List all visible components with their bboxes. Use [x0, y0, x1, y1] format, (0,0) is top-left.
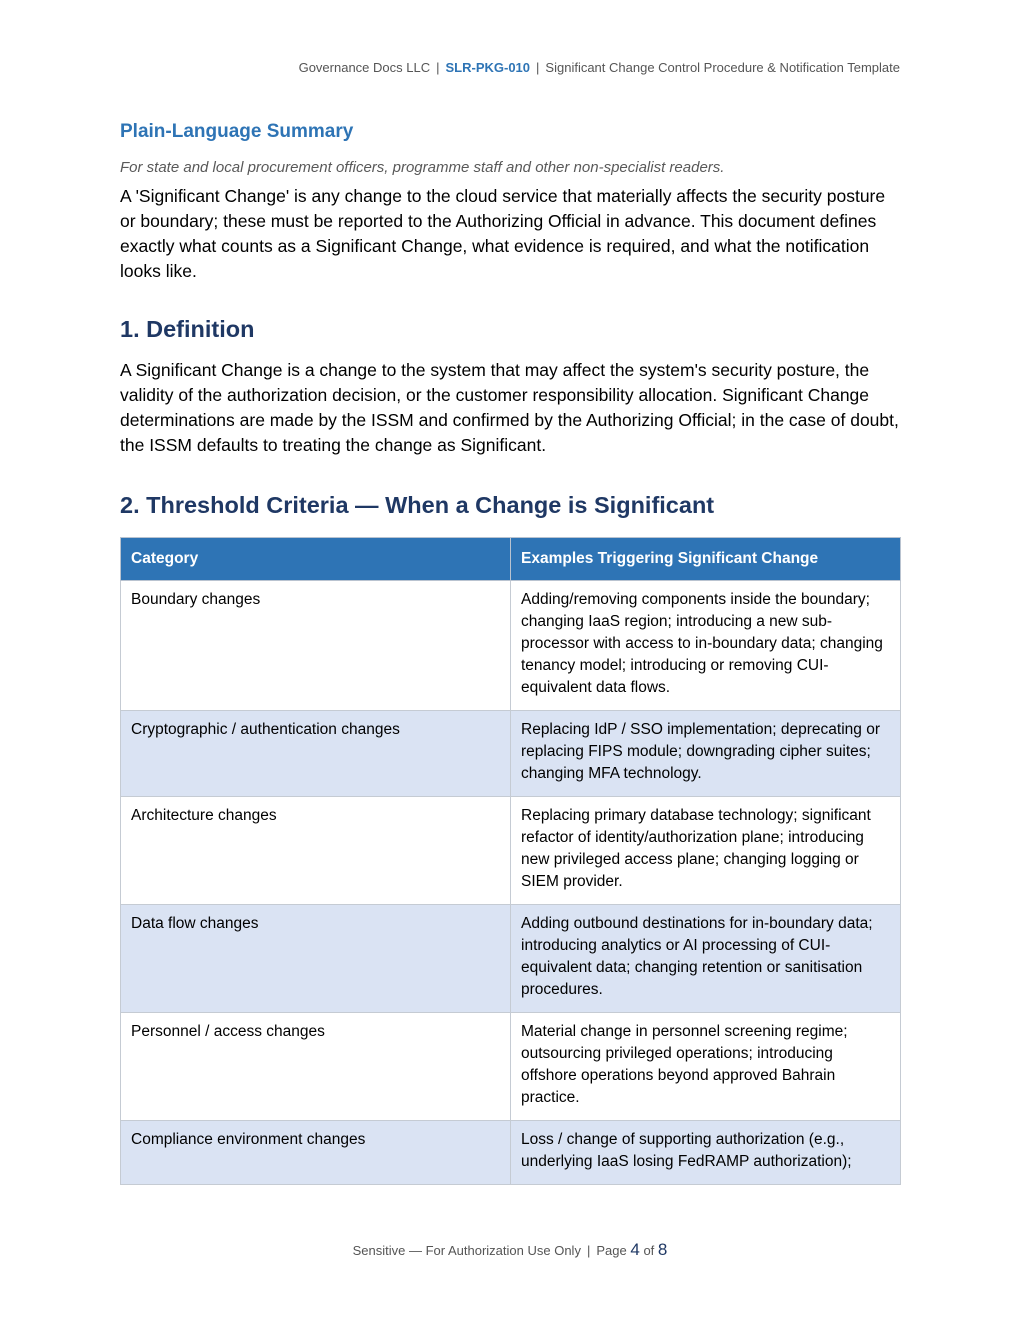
examples-cell: Replacing IdP / SSO implementation; deprecating or replacing FIPS module; downgrading cipher suites; changing MFA technology. [511, 711, 901, 797]
category-cell: Personnel / access changes [121, 1013, 511, 1121]
of-label: of [643, 1243, 655, 1258]
page-label: Page [596, 1243, 627, 1258]
table-row [121, 711, 901, 797]
page-content [120, 119, 900, 1185]
separator: | [586, 1243, 591, 1258]
category-cell: Architecture changes [121, 797, 511, 905]
running-header [299, 60, 900, 75]
threshold-table [120, 537, 901, 1185]
page-number: 4 [630, 1240, 640, 1259]
definition-heading: 1. Definition [120, 316, 255, 342]
sensitivity-marking: Sensitive — For Authorization Use Only [352, 1243, 581, 1258]
examples-cell: Loss / change of supporting authorization (e.g., underlying IaaS losing FedRAMP authorization); [511, 1121, 901, 1185]
document-code: SLR-PKG-010 [445, 60, 531, 75]
category-cell: Data flow changes [121, 905, 511, 1013]
definition-body: A Significant Change is a change to the system that may affect the system's security posture, the validity of the authorization decision, or the customer responsibility allocation. Significant Change determinations are made by the ISSM and confirmed by the Authorizing Official; in the case of doubt, the ISSM defaults to treating the change as Significant. [120, 360, 899, 455]
running-footer [0, 1240, 1020, 1260]
table-header-row [121, 538, 901, 581]
examples-cell: Adding outbound destinations for in-boundary data; introducing analytics or AI processing of CUI-equivalent data; changing retention or sanitisation procedures. [511, 905, 901, 1013]
examples-cell: Adding/removing components inside the boundary; changing IaaS region; introducing a new sub-processor with access to in-boundary data; changing tenancy model; introducing or removing CUI-equivalent data flows. [511, 581, 901, 711]
document-title: Significant Change Control Procedure & Notification Template [545, 60, 900, 75]
table-row [121, 905, 901, 1013]
column-header-examples: Examples Triggering Significant Change [511, 538, 901, 581]
summary-heading: Plain-Language Summary [120, 121, 354, 142]
table-row [121, 797, 901, 905]
company-name: Governance Docs LLC [298, 60, 431, 75]
examples-cell: Replacing primary database technology; significant refactor of identity/authorization plane; introducing new privileged access plane; changing logging or SIEM provider. [511, 797, 901, 905]
table-row [121, 1121, 901, 1185]
separator: | [436, 60, 440, 75]
page-total: 8 [657, 1240, 668, 1259]
category-cell: Boundary changes [121, 581, 511, 711]
category-cell: Compliance environment changes [121, 1121, 511, 1185]
table-row [121, 1013, 901, 1121]
table-row [121, 581, 901, 711]
column-header-category: Category [121, 538, 511, 581]
summary-body: A 'Significant Change' is any change to the cloud service that materially affects the security posture or boundary; these must be reported to the Authorizing Official in advance. This document defines exactly what counts as a Significant Change, what evidence is required, and what the notification looks like. [120, 186, 886, 281]
examples-cell: Material change in personnel screening regime; outsourcing privileged operations; introducing offshore operations beyond approved Bahrain practice. [511, 1013, 901, 1121]
threshold-heading: 2. Threshold Criteria — When a Change is Significant [120, 492, 715, 518]
category-cell: Cryptographic / authentication changes [121, 711, 511, 797]
summary-audience: For state and local procurement officers, programme staff and other non-specialist readers. [120, 159, 725, 176]
separator: | [536, 60, 540, 75]
